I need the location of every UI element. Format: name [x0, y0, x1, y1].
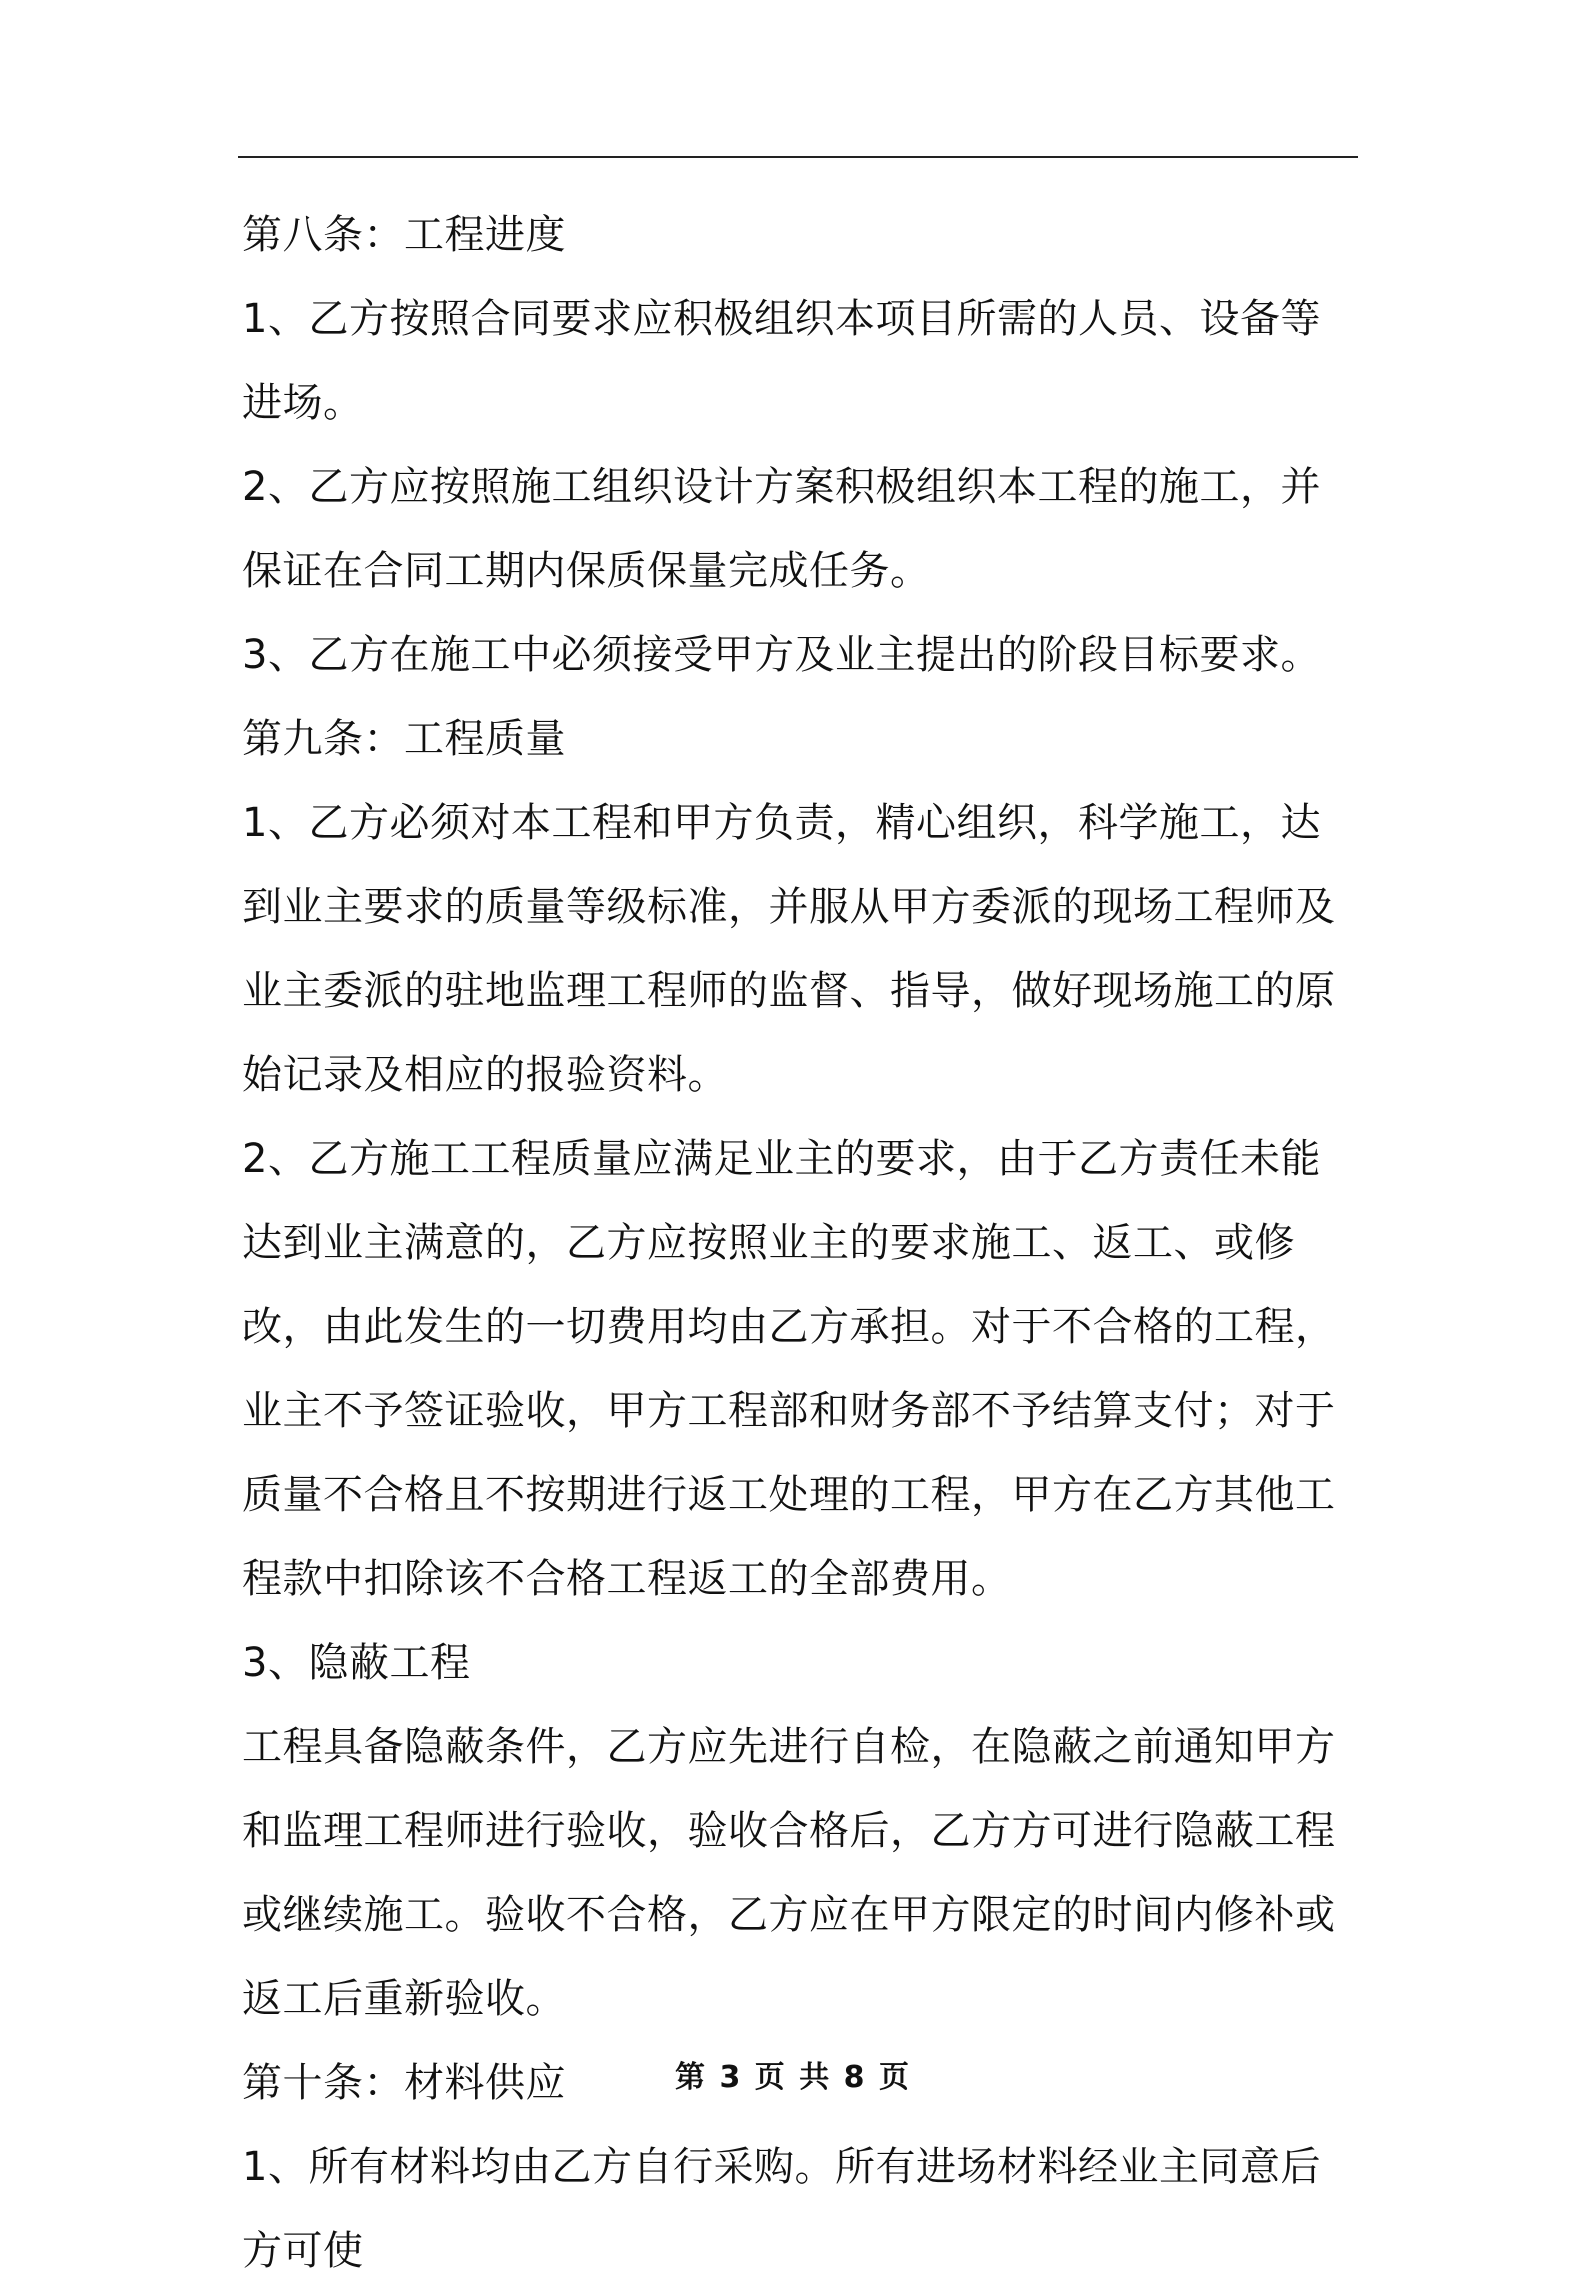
page-number: 第 3 页 共 8 页: [675, 2060, 911, 2095]
paragraph-8-1: 1、乙方按照合同要求应积极组织本项目所需的人员、设备等进场。: [242, 296, 1321, 426]
paragraph-9-3-body: 工程具备隐蔽条件，乙方应先进行自检，在隐蔽之前通知甲方和监理工程师进行验收，验收合格后，乙方方可进行隐蔽工程或继续施工。验收不合格，乙方应在甲方限定的时间内修补或返工后重新验收。: [242, 1724, 1336, 2022]
document-body: [242, 193, 1358, 2293]
section-heading-article-8: 第八条：工程进度: [242, 212, 566, 258]
paragraph-8-3: 3、乙方在施工中必须接受甲方及业主提出的阶段目标要求。: [242, 632, 1321, 678]
header-rule: [238, 156, 1358, 158]
section-heading-article-9: 第九条：工程质量: [242, 716, 566, 762]
paragraph-9-2: 2、乙方施工工程质量应满足业主的要求，由于乙方责任未能达到业主满意的，乙方应按照业主的要求施工、返工、或修改，由此发生的一切费用均由乙方承担。对于不合格的工程，业主不予签证验收，甲方工程部和财务部不予结算支付；对于质量不合格且不按期进行返工处理的工程，甲方在乙方其他工程款中扣除该不合格工程返工的全部费用。: [242, 1136, 1336, 1602]
section-heading-article-10: 第十条：材料供应: [242, 2060, 566, 2106]
paragraph-9-3-heading: 3、隐蔽工程: [242, 1640, 471, 1686]
paragraph-10-1: 1、所有材料均由乙方自行采购。所有进场材料经业主同意后方可使: [242, 2144, 1321, 2274]
paragraph-8-2: 2、乙方应按照施工组织设计方案积极组织本工程的施工，并保证在合同工期内保质保量完成任务。: [242, 464, 1321, 594]
paragraph-9-1: 1、乙方必须对本工程和甲方负责，精心组织，科学施工，达到业主要求的质量等级标准，并服从甲方委派的现场工程师及业主委派的驻地监理工程师的监督、指导，做好现场施工的原始记录及相应的报验资料。: [242, 800, 1336, 1098]
